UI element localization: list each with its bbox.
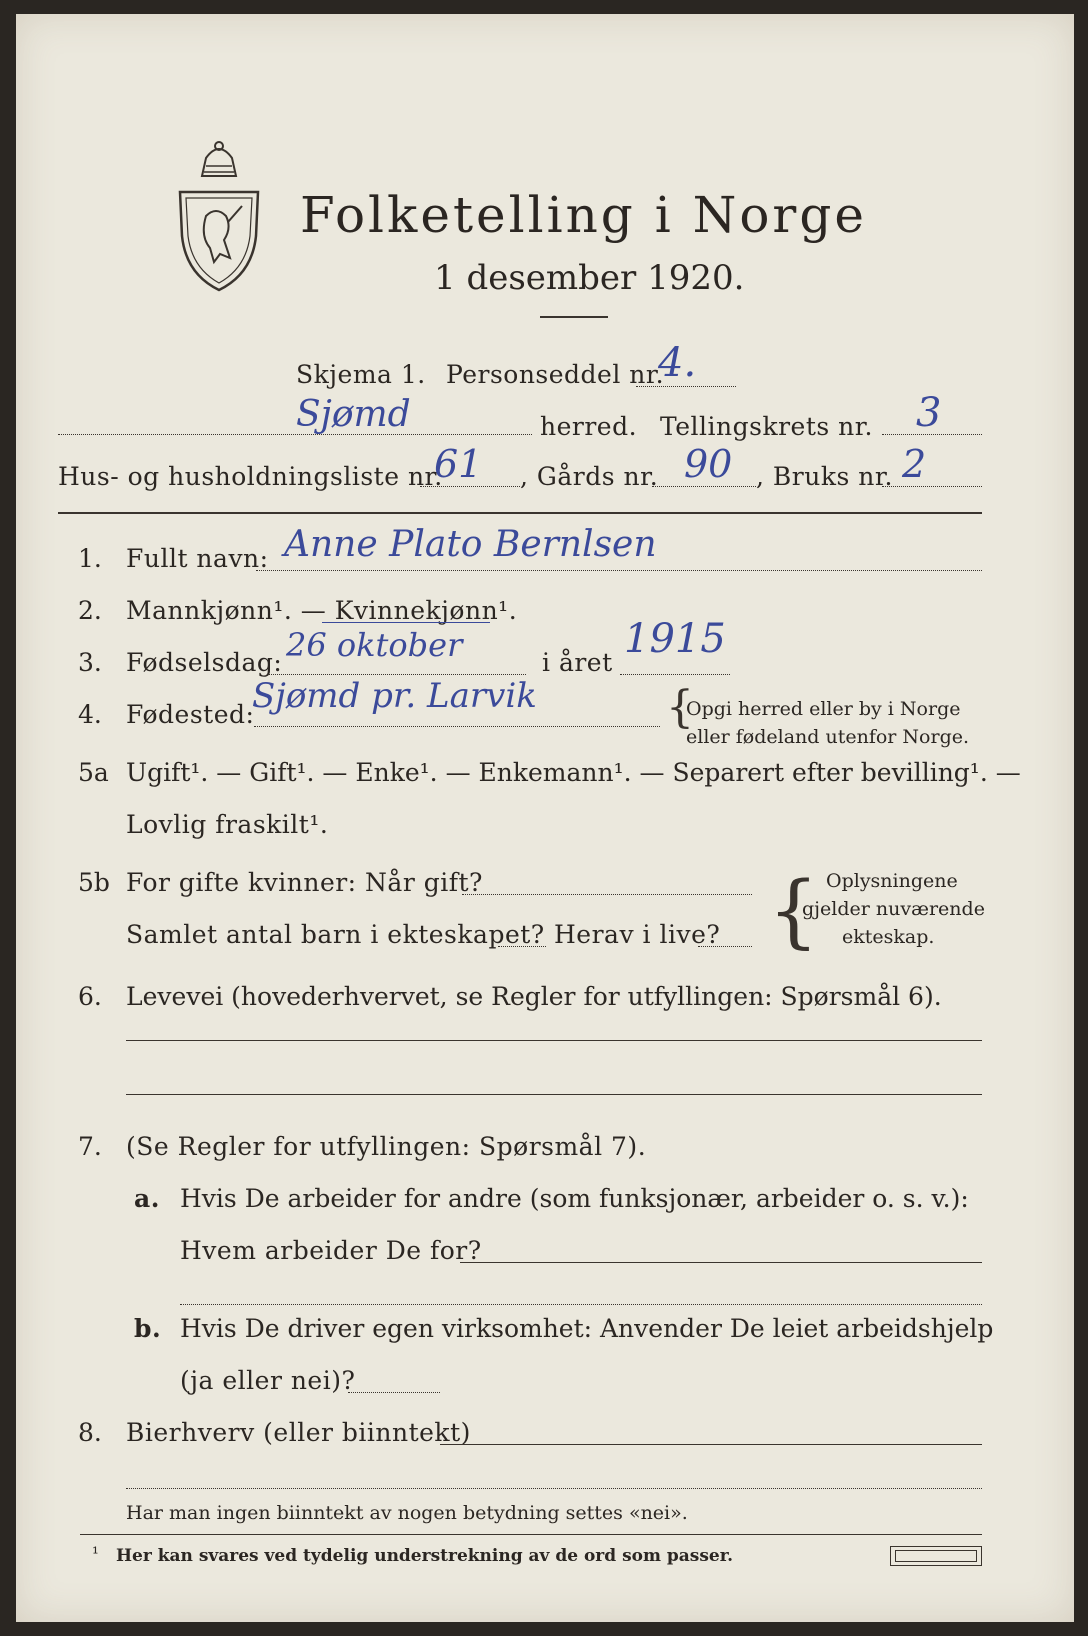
q5b-line-2: Samlet antal barn i ekteskapet? <box>126 920 545 949</box>
tellingskrets-value[interactable]: 3 <box>916 390 942 436</box>
kvinnekjonn-underline <box>322 622 490 623</box>
birthday-value[interactable]: 26 oktober <box>286 626 463 664</box>
q1-number: 1. <box>78 544 102 573</box>
bruks-value[interactable]: 2 <box>902 442 927 486</box>
q4-note-2: eller fødeland utenfor Norge. <box>686 726 970 748</box>
q3-number: 3. <box>78 648 102 677</box>
q4-number: 4. <box>78 700 102 729</box>
q5b-brace: { <box>768 864 819 957</box>
q3-label: Fødselsdag: <box>126 648 283 677</box>
q7b-line-1: Hvis De driver egen virksomhet: Anvender De leiet arbeidshjelp <box>180 1314 994 1343</box>
q4-brace: { <box>666 682 694 733</box>
q2-number: 2. <box>78 596 102 625</box>
q5a-number: 5a <box>78 758 109 787</box>
q5a-line-2: Lovlig fraskilt¹. <box>126 810 329 839</box>
skjema-label: Skjema 1. <box>296 360 426 389</box>
gards-value[interactable]: 90 <box>684 442 733 486</box>
birthplace-value[interactable]: Sjømd pr. Larvik <box>252 676 537 716</box>
q7b-answer-line[interactable] <box>348 1392 440 1393</box>
q3-year-label: i året <box>542 648 613 677</box>
title-divider <box>540 316 608 318</box>
form-date: 1 desember 1920. <box>434 258 745 298</box>
q3-line <box>268 674 526 675</box>
bruks-label: , Bruks nr. <box>756 462 893 491</box>
q4-label: Fødested: <box>126 700 255 729</box>
bruks-line <box>882 486 982 487</box>
q7a-letter: a. <box>134 1184 160 1213</box>
birth-year-value[interactable]: 1915 <box>624 616 726 662</box>
printer-stamp <box>890 1546 982 1566</box>
q8-number: 8. <box>78 1418 102 1447</box>
q1-label: Fullt navn: <box>126 544 269 573</box>
form-title: Folketelling i Norge <box>300 186 867 244</box>
personseddel-value[interactable]: 4. <box>658 340 697 386</box>
gards-label: , Gårds nr. <box>520 462 659 491</box>
footnote-mark: ¹ <box>92 1544 99 1564</box>
q7a-answer-line-2[interactable] <box>180 1304 982 1305</box>
q6-number: 6. <box>78 982 102 1011</box>
q1-line <box>256 570 982 571</box>
q5b-note-3: ekteskap. <box>842 926 935 948</box>
q8-answer-line-1[interactable] <box>440 1444 982 1445</box>
full-name-value[interactable]: Anne Plato Bernlsen <box>284 524 657 565</box>
q6-answer-line-1[interactable] <box>126 1040 982 1041</box>
q7b-letter: b. <box>134 1314 162 1343</box>
footer-divider <box>80 1534 982 1535</box>
q5b-alive-line <box>698 946 752 947</box>
header-divider <box>58 512 982 514</box>
gards-line <box>652 486 756 487</box>
q5b-when-line <box>462 894 752 895</box>
footer-note: Har man ingen biinntekt av nogen betydning settes «nei». <box>126 1502 688 1524</box>
q3-year-line <box>620 674 730 675</box>
hus-line <box>420 486 520 487</box>
q7a-line-1: Hvis De arbeider for andre (som funksjonær, arbeider o. s. v.): <box>180 1184 969 1213</box>
q5a-line-1: Ugift¹. — Gift¹. — Enke¹. — Enkemann¹. — Separert efter bevilling¹. — <box>126 758 1021 787</box>
q4-line <box>254 726 660 727</box>
census-form <box>16 14 1074 1622</box>
q7a-answer-line-1[interactable] <box>460 1262 982 1263</box>
q5b-number: 5b <box>78 868 110 897</box>
q7b-line-2: (ja eller nei)? <box>180 1366 356 1395</box>
q7-number: 7. <box>78 1132 102 1161</box>
q5b-line-1: For gifte kvinner: Når gift? <box>126 868 483 897</box>
hus-value[interactable]: 61 <box>434 442 483 486</box>
q2-label: Mannkjønn¹. — Kvinnekjønn¹. <box>126 596 518 625</box>
herred-value[interactable]: Sjømd <box>296 394 411 435</box>
coat-of-arms-icon <box>176 136 262 292</box>
q8-label: Bierhverv (eller biinntekt) <box>126 1418 471 1447</box>
q5b-note-2: gjelder nuværende <box>802 898 985 920</box>
q5b-children-line <box>498 946 546 947</box>
tellingskrets-label: Tellingskrets nr. <box>660 412 873 441</box>
q7-label: (Se Regler for utfyllingen: Spørsmål 7). <box>126 1132 647 1161</box>
herred-line <box>58 434 532 435</box>
q7a-line-2: Hvem arbeider De for? <box>180 1236 482 1265</box>
personseddel-label: Personseddel nr. <box>446 360 665 389</box>
q5b-note-1: Oplysningene <box>826 870 958 892</box>
personseddel-line <box>636 386 736 387</box>
herred-label: herred. <box>540 412 638 441</box>
q6-label: Levevei (hovederhvervet, se Regler for utfyllingen: Spørsmål 6). <box>126 982 942 1011</box>
q5b-line-2b: Herav i live? <box>554 920 721 949</box>
hus-label: Hus- og husholdningsliste nr. <box>58 462 443 491</box>
q6-answer-line-2[interactable] <box>126 1094 982 1095</box>
footnote-text: Her kan svares ved tydelig understrekning av de ord som passer. <box>116 1546 734 1566</box>
q8-answer-line-2[interactable] <box>126 1488 982 1489</box>
q4-note-1: Opgi herred eller by i Norge <box>686 698 961 720</box>
